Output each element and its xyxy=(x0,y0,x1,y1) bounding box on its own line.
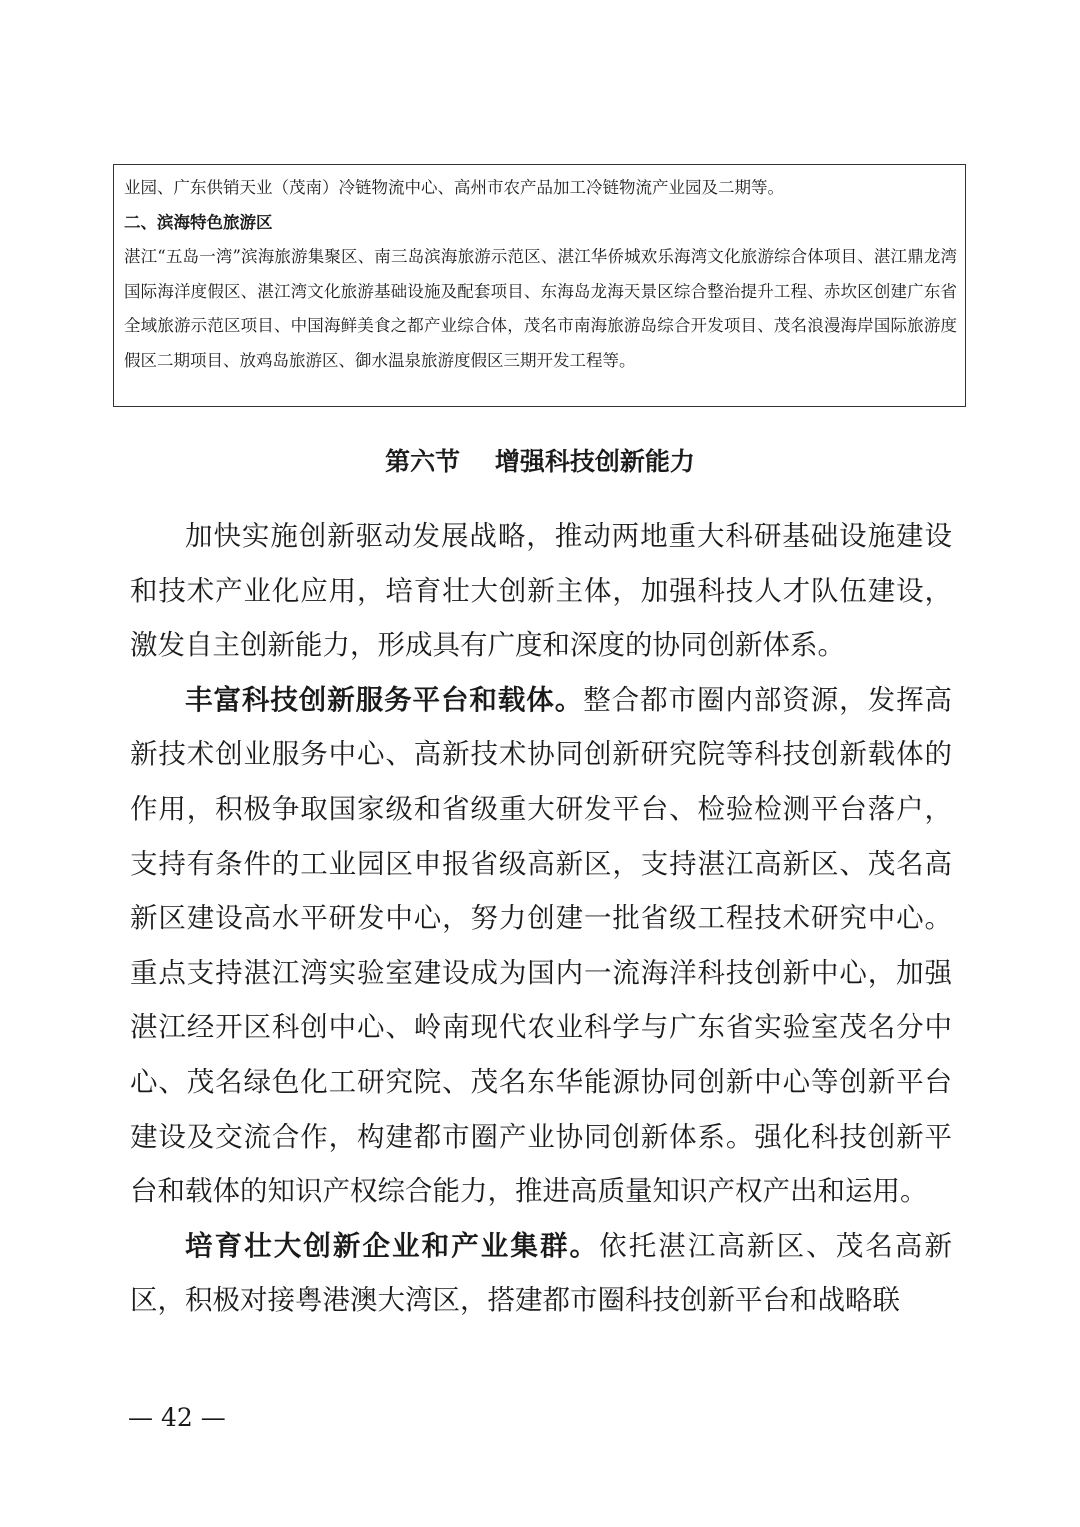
box-continued-line: 业园、广东供销天业（茂南）冷链物流中心、高州市农产品加工冷链物流产业园及二期等。 xyxy=(124,178,784,197)
body-text xyxy=(130,509,952,1328)
box-paragraph: 湛江“五岛一湾”滨海旅游集聚区、南三岛滨海旅游示范区、湛江华侨城欢乐海湾文化旅游综合体项目、湛江鼎龙湾国际海洋度假区、湛江湾文化旅游基础设施及配套项目、东海岛龙海天景区综合整治提升工程、赤坎区创建广东省全域旅游示范区项目、中国海鲜美食之都产业综合体，茂名市南海旅游岛综合开发项目、茂名浪漫海岸国际旅游度假区二期项目、放鸡岛旅游区、御水温泉旅游度假区三期开发工程等。 xyxy=(124,247,957,370)
body-paragraph-1: 加快实施创新驱动发展战略，推动两地重大科研基础设施建设和技术产业化应用，培育壮大创新主体，加强科技人才队伍建设，激发自主创新能力，形成具有广度和深度的协同创新体系。 xyxy=(130,520,952,662)
paragraph-2-lead: 丰富科技创新服务平台和载体。 xyxy=(185,683,584,716)
body-paragraph-3 xyxy=(130,1219,952,1328)
project-list-box xyxy=(113,164,966,407)
paragraph-2-text: 整合都市圈内部资源，发挥高新技术创业服务中心、高新技术协同创新研究院等科技创新载体的作用，积极争取国家级和省级重大研发平台、检验检测平台落户，支持有条件的工业园区申报省级高新区，支持湛江高新区、茂名高新区建设高水平研发中心，努力创建一批省级工程技术研究中心。重点支持湛江湾实验室建设成为国内一流海洋科技创新中心，加强湛江经开区科创中心、岭南现代农业科学与广东省实验室茂名分中心、茂名绿色化工研究院、茂名东华能源协同创新中心等创新平台建设及交流合作，构建都市圈产业协同创新体系。强化科技创新平台和载体的知识产权综合能力，推进高质量知识产权产出和运用。 xyxy=(130,683,953,1208)
paragraph-3-text: 依托湛江高新区、茂名高新区，积极对接粤港澳大湾区，搭建都市圈科技创新平台和战略联 xyxy=(130,1229,953,1317)
page-number: — 42 — xyxy=(128,1403,226,1432)
box-subheading: 二、滨海特色旅游区 xyxy=(124,212,273,232)
section-title: 第六节 增强科技创新能力 xyxy=(385,447,695,476)
body-paragraph-2 xyxy=(130,673,952,1219)
paragraph-3-lead: 培育壮大创新企业和产业集群。 xyxy=(185,1229,600,1262)
